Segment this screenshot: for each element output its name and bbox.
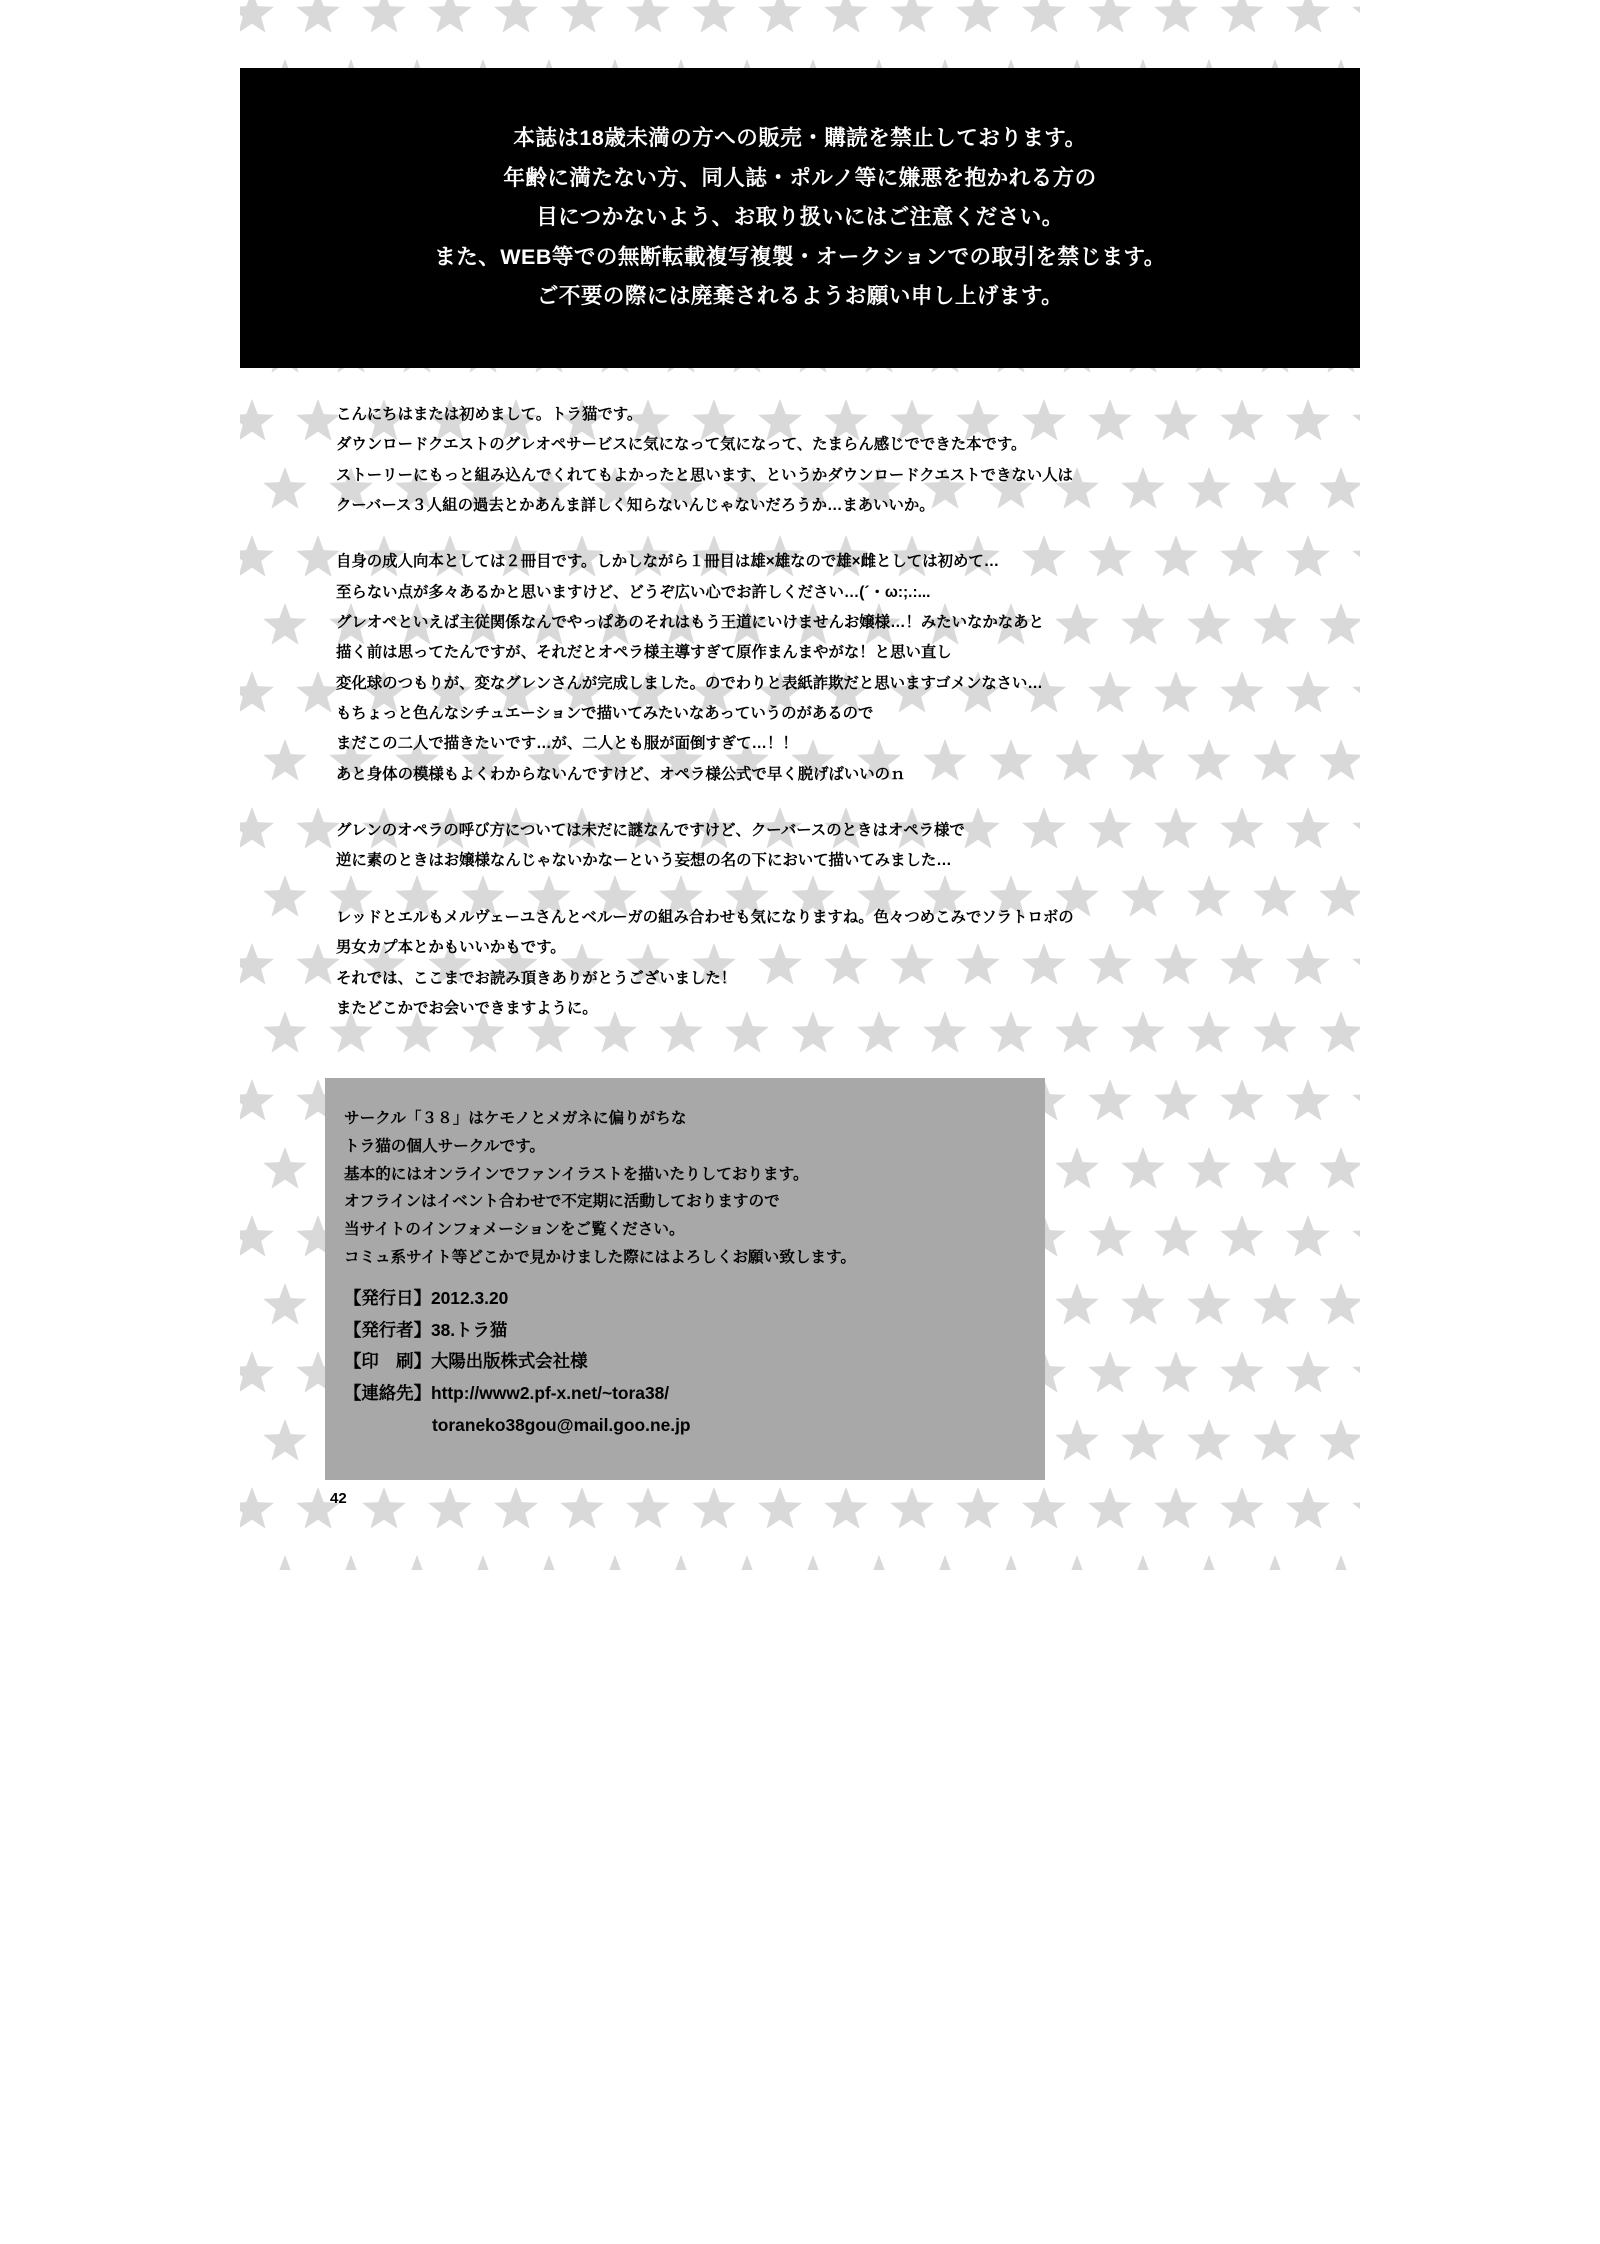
afterword-line: 描く前は思ってたんですが、それだとオペラ様主導すぎて原作まんまやがな！と思い直し <box>336 644 952 662</box>
page-number: 42 <box>330 1490 347 1507</box>
circle-info-line: トラ猫の個人サークルです。 <box>344 1137 546 1155</box>
warning-line-1: 本誌は18歳未満の方への販売・購読を禁止しております。 <box>513 126 1087 151</box>
circle-info-line: オフラインはイベント合わせで不定期に活動しておりますので <box>344 1193 780 1211</box>
afterword-line: こんにちはまたは初めまして。トラ猫です。 <box>336 406 643 423</box>
circle-info-line: 基本的にはオンラインでファンイラストを描いたりしております。 <box>344 1165 809 1183</box>
age-warning-banner <box>240 68 1360 368</box>
afterword-line: ストーリーにもっと組み込んでくれてもよかったと思います、というかダウンロードクエストできない人は <box>336 466 1073 484</box>
afterword-paragraph-4 <box>336 903 1286 1024</box>
printer: 【印 刷】大陽出版株式会社様 <box>344 1351 588 1372</box>
document-page <box>240 0 1360 1570</box>
contact-email[interactable]: toraneko38gou@mail.goo.ne.jp <box>432 1414 691 1435</box>
colophon-block <box>344 1283 1044 1441</box>
afterword-line: まだこの二人で描きたいです…が、二人とも服が面倒すぎて…！！ <box>336 735 798 753</box>
afterword-line: グレオペといえば主従関係なんでやっぱあのそれはもう王道にいけませんお嬢様…！みたいなかなあと <box>336 614 1044 632</box>
publication-date: 【発行日】2012.3.20 <box>344 1288 509 1308</box>
afterword-line: 自身の成人向本としては２冊目です。しかしながら１冊目は雄×雄なので雄×雌としては初めて… <box>336 553 1000 571</box>
circle-info-line: サークル「３８」はケモノとメガネに偏りがちな <box>344 1110 687 1127</box>
afterword-paragraph-3 <box>336 816 1286 877</box>
afterword-line: 変化球のつもりが、変なグレンさんが完成しました。のでわりと表紙詐欺だと思いますゴメンなさい… <box>336 674 1043 692</box>
afterword-line: 至らない点が多々あるかと思いますけど、どうぞ広い心でお許しください…(´・ω:;.:... <box>336 583 931 601</box>
afterword-paragraph-2 <box>336 547 1286 790</box>
circle-description <box>344 1105 1044 1272</box>
circle-info-line: コミュ系サイト等どこかで見かけました際にはよろしくお願い致します。 <box>344 1248 856 1266</box>
warning-line-3: 目につかないよう、お取り扱いにはご注意ください。 <box>536 205 1064 230</box>
contact-url[interactable]: 【連絡先】http://www2.pf-x.net/~tora38/ <box>344 1383 670 1404</box>
afterword-line: ダウンロードクエストのグレオペサービスに気になって気になって、たまらん感じでできた本です。 <box>336 436 1027 454</box>
circle-info-line: 当サイトのインフォメーションをご覧ください。 <box>344 1221 685 1238</box>
afterword-line: グレンのオペラの呼び方については未だに謎なんですけど、クーバースのときはオペラ様で <box>336 822 965 840</box>
warning-line-5: ご不要の際には廃棄されるようお願い申し上げます。 <box>536 284 1064 309</box>
afterword-line: それでは、ここまでお読み頂きありがとうございました！ <box>336 969 737 987</box>
afterword-paragraph-1 <box>336 400 1286 521</box>
afterword-line: あと身体の模様もよくわからないんですけど、オペラ様公式で早く脱げばいいのｎ <box>336 765 906 783</box>
warning-line-2: 年齢に満たない方、同人誌・ポルノ等に嫌悪を抱かれる方の <box>503 165 1097 190</box>
afterword-line: またどこかでお会いできますように。 <box>336 999 598 1017</box>
publisher: 【発行者】38.トラ猫 <box>344 1319 508 1340</box>
afterword-line: レッドとエルもメルヴェーユさんとベルーガの組み合わせも気になりますね。色々つめこみでソラトロボの <box>336 908 1074 926</box>
afterword-text <box>336 400 1286 1050</box>
afterword-line: もちょっと色んなシチュエーションで描いてみたいなあっていうのがあるので <box>336 705 874 723</box>
afterword-line: 逆に素のときはお嬢様なんじゃないかなーという妄想の名の下において描いてみました… <box>336 852 952 870</box>
afterword-line: 男女カプ本とかもいいかもです。 <box>336 939 566 957</box>
afterword-line: クーバース３人組の過去とかあんま詳しく知らないんじゃないだろうか…まあいいか。 <box>336 497 935 515</box>
warning-line-4: また、WEB等での無断転載複写複製・オークションでの取引を禁じます。 <box>434 244 1166 269</box>
